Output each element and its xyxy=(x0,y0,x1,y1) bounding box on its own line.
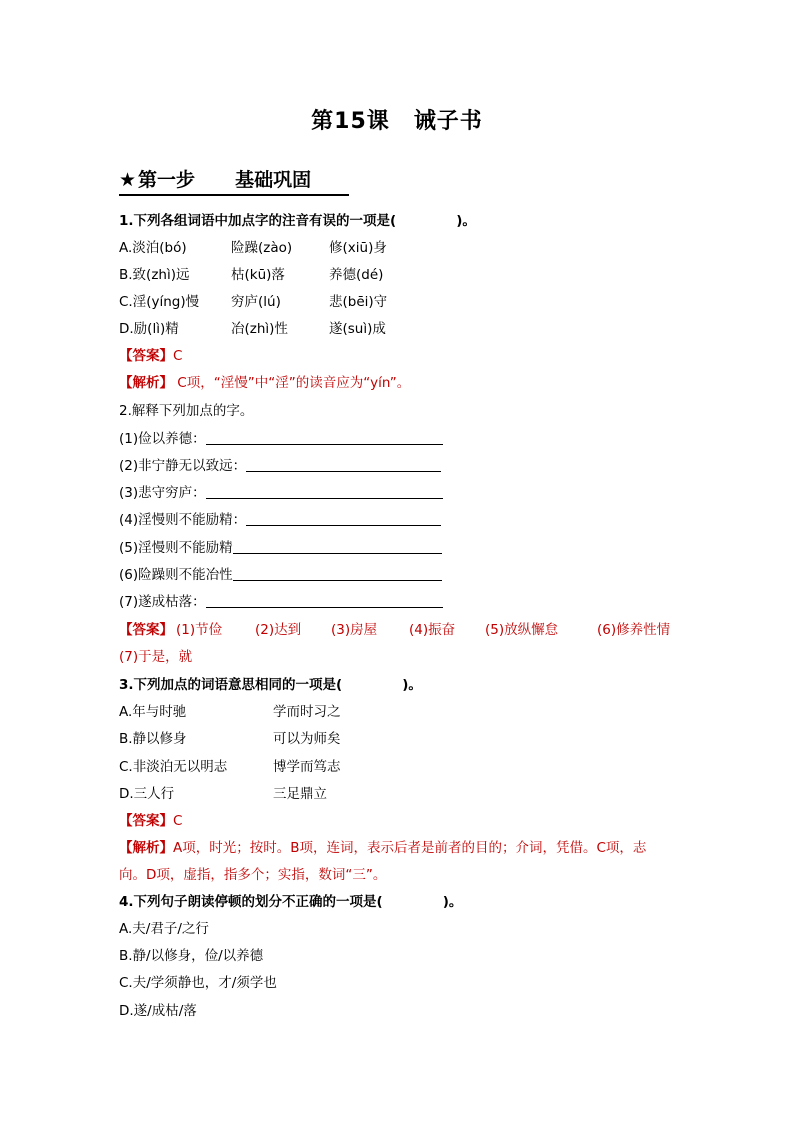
answer-label: 【答案】 xyxy=(119,348,173,364)
q3-option-a-2: 学而时习之 xyxy=(273,704,341,720)
q3-option-d-2: 三足鼎立 xyxy=(273,786,327,802)
question-3-end: )。 xyxy=(402,677,422,693)
q2-item xyxy=(119,456,441,476)
section-name: 基础巩固 xyxy=(235,169,312,191)
section-step: 第一步 xyxy=(138,169,196,191)
answer-blank[interactable] xyxy=(206,483,443,499)
q1-option-c-2: 穷庐(lú) xyxy=(231,294,281,310)
q4-option-d: D.遂/成枯/落 xyxy=(119,1003,197,1019)
question-4-stem xyxy=(119,892,462,912)
q3-answer xyxy=(119,811,182,831)
analysis-label: 【解析】 xyxy=(119,840,173,856)
lesson-name: 诫子书 xyxy=(413,109,483,134)
q1-option-d-2: 冶(zhì)性 xyxy=(231,321,288,337)
q2-item-label: (6)险躁则不能冶性 xyxy=(119,567,233,583)
q2-answer-2: (2)达到 xyxy=(255,622,302,638)
question-3-stem xyxy=(119,675,422,695)
q3-option-c-2: 博学而笃志 xyxy=(273,759,341,775)
question-1-stem xyxy=(119,211,476,231)
answer-blank[interactable] xyxy=(246,510,441,526)
q2-item xyxy=(119,429,443,449)
question-2-stem: 2.解释下列加点的字。 xyxy=(119,403,254,419)
q3-option-a-1: A.年与时驰 xyxy=(119,704,187,720)
q2-item xyxy=(119,592,443,612)
q2-item-label: (2)非宁静无以致远： xyxy=(119,458,247,474)
q2-item xyxy=(119,565,442,585)
q3-option-d-1: D.三人行 xyxy=(119,786,175,802)
page-title xyxy=(0,104,794,135)
q2-answer-3: (3)房屋 xyxy=(331,622,378,638)
answer-blank[interactable] xyxy=(206,429,443,445)
q1-option-a-2: 险躁(zào) xyxy=(231,240,293,256)
star-icon: ★ xyxy=(119,169,137,191)
q2-item-label: (3)悲守穷庐： xyxy=(119,485,206,501)
q1-option-a-1: A.淡泊(bó) xyxy=(119,240,187,256)
answer-label: 【答案】 xyxy=(119,813,173,829)
q2-item xyxy=(119,483,443,503)
q1-option-c-3: 悲(bēi)守 xyxy=(329,294,388,310)
q1-option-d-3: 遂(suì)成 xyxy=(329,321,386,337)
q2-item xyxy=(119,538,442,558)
analysis-label: 【解析】 xyxy=(119,375,173,391)
answer-value: C xyxy=(173,348,183,364)
analysis-text: A项，时光；按时。B项，连词，表示后者是前者的目的；介词，凭借。C项，志 xyxy=(173,840,647,856)
q1-option-b-1: B.致(zhì)远 xyxy=(119,267,190,283)
q1-option-b-2: 枯(kū)落 xyxy=(231,267,285,283)
q1-option-d-1: D.励(lì)精 xyxy=(119,321,179,337)
q2-answer xyxy=(119,620,671,640)
q1-option-c-1: C.淫(yíng)慢 xyxy=(119,294,200,310)
q3-analysis xyxy=(119,838,646,858)
q1-analysis xyxy=(119,373,410,393)
q3-option-c-1: C.非淡泊无以明志 xyxy=(119,759,228,775)
q3-analysis-cont: 向。D项，虚指，指多个；实指，数词“三”。 xyxy=(119,867,387,883)
question-1-text: 1.下列各组词语中加点字的注音有误的一项是( xyxy=(119,213,397,229)
answer-blank[interactable] xyxy=(206,592,443,608)
analysis-text: C项，“淫慢”中“淫”的读音应为“yín”。 xyxy=(173,375,411,391)
q2-answer-5: (5)放纵懈怠 xyxy=(485,622,559,638)
q4-option-c: C.夫/学须静也，才/须学也 xyxy=(119,975,277,991)
question-4-end: )。 xyxy=(442,894,463,910)
answer-blank[interactable] xyxy=(233,538,442,554)
q2-answer-cont: (7)于是，就 xyxy=(119,649,193,665)
q2-item-label: (5)淫慢则不能励精 xyxy=(119,540,233,556)
q1-option-a-3: 修(xiū)身 xyxy=(329,240,387,256)
q2-answer-1: (1)节俭 xyxy=(176,622,223,638)
answer-value: C xyxy=(173,813,183,829)
q1-answer xyxy=(119,346,182,366)
answer-blank[interactable] xyxy=(246,456,441,472)
q4-option-b: B.静/以修身，俭/以养德 xyxy=(119,948,264,964)
question-4-text: 4.下列句子朗读停顿的划分不正确的一项是( xyxy=(119,894,383,910)
answer-label: 【答案】 xyxy=(119,622,173,638)
q3-option-b-2: 可以为师矣 xyxy=(273,731,341,747)
q4-option-a: A.夫/君子/之行 xyxy=(119,921,209,937)
question-1-end: )。 xyxy=(456,213,476,229)
lesson-number: 第15课 xyxy=(311,109,390,134)
q2-item-label: (1)俭以养德： xyxy=(119,431,206,447)
q2-item xyxy=(119,510,441,530)
section-heading xyxy=(119,165,349,196)
question-3-text: 3.下列加点的词语意思相同的一项是( xyxy=(119,677,343,693)
q1-option-b-3: 养德(dé) xyxy=(329,267,384,283)
q2-item-label: (7)遂成枯落： xyxy=(119,594,206,610)
q2-answer-6: (6)修养性情 xyxy=(597,622,671,638)
q3-option-b-1: B.静以修身 xyxy=(119,731,187,747)
q2-item-label: (4)淫慢则不能励精： xyxy=(119,512,247,528)
q2-answer-4: (4)振奋 xyxy=(409,622,456,638)
answer-blank[interactable] xyxy=(233,565,442,581)
